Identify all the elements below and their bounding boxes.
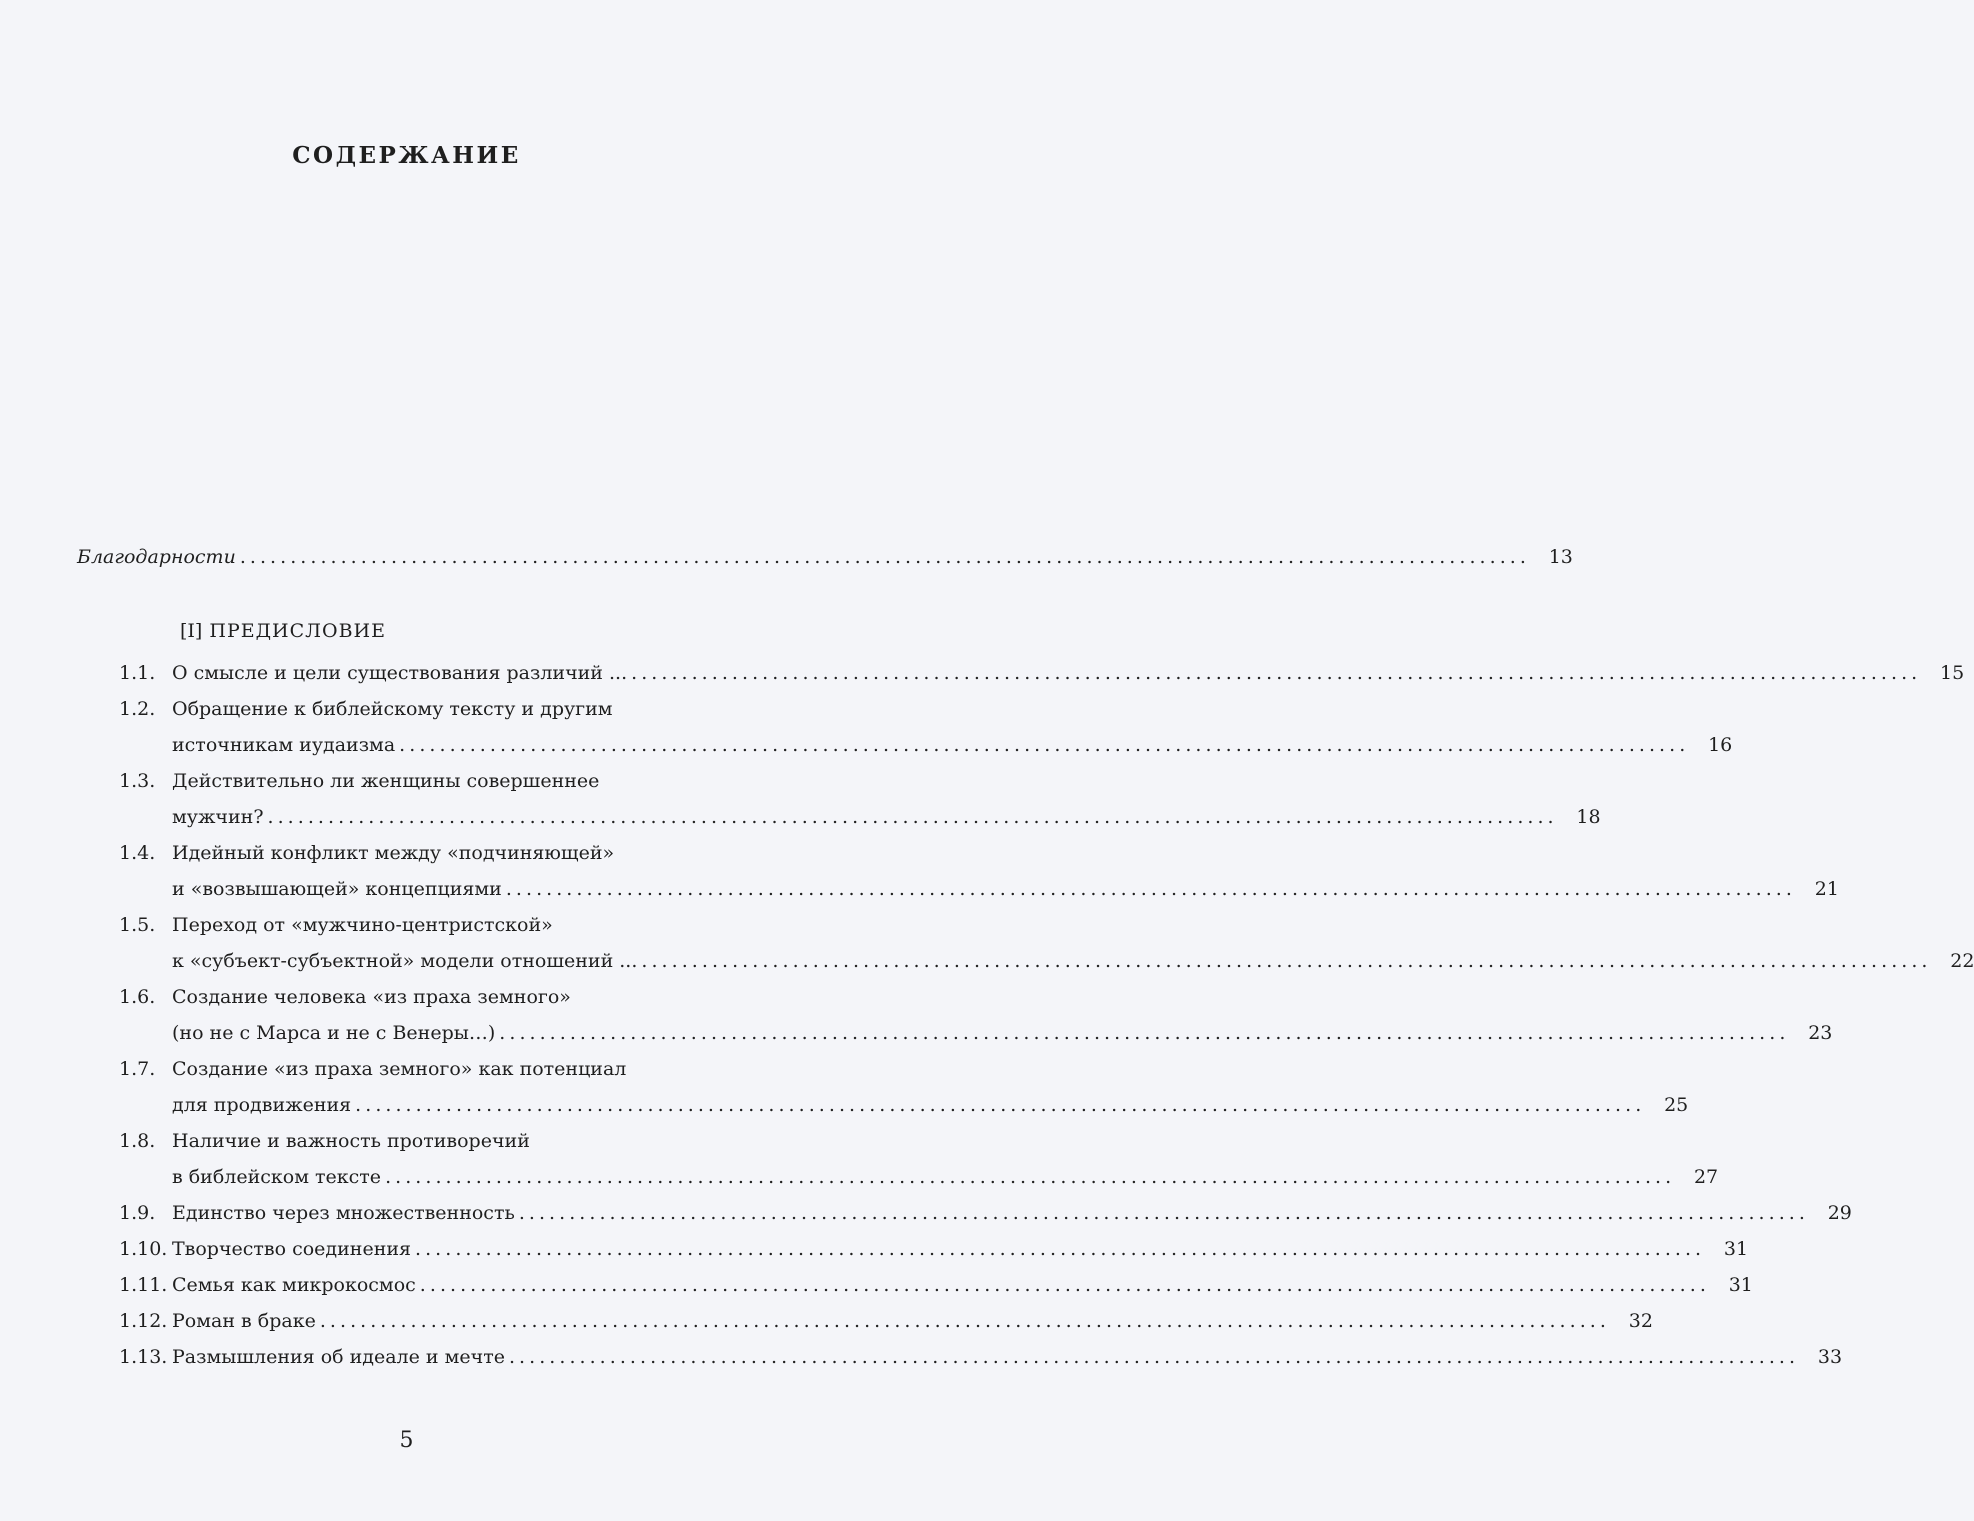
toc-entry: [119, 1267, 1753, 1303]
dot-leader: [499, 1015, 1784, 1051]
table-of-contents: [119, 655, 1974, 1375]
toc-entry: [119, 1303, 1653, 1339]
dot-leader: [631, 655, 1916, 691]
dot-leader: [355, 1087, 1640, 1123]
dot-leader: [506, 871, 1791, 907]
page-number: 5: [399, 1428, 414, 1453]
toc-entry-text: в библейском тексте: [172, 1166, 382, 1188]
toc-entry-number: 1.3.: [119, 770, 156, 792]
toc-entry-page: 23: [1808, 1022, 1833, 1044]
dot-leader: [519, 1195, 1804, 1231]
toc-entry-text: О смысле и цели существования различий ...: [172, 662, 628, 684]
dot-leader: [268, 799, 1553, 835]
dot-leader: [420, 1267, 1705, 1303]
toc-entry: [119, 691, 1733, 763]
toc-entry-page: 32: [1628, 1310, 1653, 1332]
toc-entry-text: мужчин?: [172, 806, 264, 828]
toc-entry-text: Переход от «мужчино-центристской»: [172, 914, 553, 936]
toc-entry-number: 1.5.: [119, 914, 156, 936]
toc-entry: [119, 979, 1833, 1051]
toc-entry-number: 1.11.: [119, 1274, 168, 1296]
toc-entry-text: источникам иудаизма: [172, 734, 396, 756]
toc-entry: [119, 1051, 1689, 1123]
toc-entry-text: Творчество соединения: [172, 1238, 412, 1260]
toc-entry-page: 16: [1708, 734, 1733, 756]
toc-entry-number: 1.6.: [119, 986, 156, 1008]
toc-entry-text: и «возвышающей» концепциями: [172, 878, 502, 900]
toc-entry-text: Создание человека «из праха земного»: [172, 986, 571, 1008]
toc-entry-page: 31: [1728, 1274, 1753, 1296]
section-heading: [180, 620, 733, 642]
toc-entry-number: 1.8.: [119, 1130, 156, 1152]
toc-entry-number: 1.1.: [119, 662, 156, 684]
toc-entry-number: 1.9.: [119, 1202, 156, 1224]
toc-entry-text: Семья как микрокосмос: [172, 1274, 416, 1296]
dot-leader: [399, 727, 1684, 763]
toc-entry-number: 1.13.: [119, 1346, 168, 1368]
toc-entry: [119, 1339, 1843, 1375]
toc-entry-number: 1.12.: [119, 1310, 168, 1332]
toc-entry-page: 29: [1827, 1202, 1852, 1224]
toc-entry-text: Действительно ли женщины совершеннее: [172, 770, 600, 792]
dot-leader: [415, 1231, 1700, 1267]
toc-entry-page: 18: [1576, 806, 1601, 828]
dot-leader: [320, 1303, 1605, 1339]
toc-entry: [119, 1231, 1749, 1267]
section-number: [I]: [180, 620, 203, 642]
page-title: СОДЕРЖАНИЕ: [292, 142, 521, 169]
toc-entry-page: 21: [1814, 878, 1839, 900]
dot-leader: [641, 943, 1926, 979]
toc-entry: [119, 655, 1965, 691]
toc-entry-number: 1.2.: [119, 698, 156, 720]
toc-entry-text: (но не с Марса и не с Венеры…): [172, 1022, 496, 1044]
toc-entry-page: 15: [1940, 662, 1965, 684]
toc-entry: [119, 835, 1839, 907]
dot-leader: [240, 546, 1525, 568]
toc-entry-page: 25: [1664, 1094, 1689, 1116]
section-title: ПРЕДИСЛОВИЕ: [209, 620, 387, 642]
toc-entry-text: Обращение к библейскому тексту и другим: [172, 698, 613, 720]
toc-entry: [119, 763, 1601, 835]
toc-entry-number: 1.10.: [119, 1238, 168, 1260]
acknowledgements-page: 13: [1548, 546, 1573, 568]
toc-entry-text: Идейный конфликт между «подчиняющей»: [172, 842, 615, 864]
toc-entry-text: Создание «из праха земного» как потенциал: [172, 1058, 627, 1080]
toc-entry-text: для продвижения: [172, 1094, 352, 1116]
toc-entry-page: 27: [1693, 1166, 1719, 1188]
toc-entry-number: 1.7.: [119, 1058, 156, 1080]
toc-entry-page: 33: [1817, 1346, 1843, 1368]
toc-entry: [119, 1195, 1852, 1231]
toc-entry-page: 22: [1950, 950, 1974, 972]
dot-leader: [385, 1159, 1670, 1195]
dot-leader: [509, 1339, 1794, 1375]
toc-entry-text: Размышления об идеале и мечте: [172, 1346, 505, 1368]
toc-entry-text: Наличие и важность противоречий: [172, 1130, 530, 1152]
toc-entry-text: Роман в браке: [172, 1310, 316, 1332]
toc-entry-text: Единство через множественность: [172, 1202, 515, 1224]
toc-entry-text: к «субъект-субъектной» модели отношений ...: [172, 950, 638, 972]
acknowledgements-entry: [77, 546, 1573, 568]
toc-entry-page: 31: [1723, 1238, 1749, 1260]
acknowledgements-label: Благодарности: [77, 546, 236, 568]
toc-entry: [119, 907, 1974, 979]
toc-entry-number: 1.4.: [119, 842, 156, 864]
toc-entry: [119, 1123, 1719, 1195]
